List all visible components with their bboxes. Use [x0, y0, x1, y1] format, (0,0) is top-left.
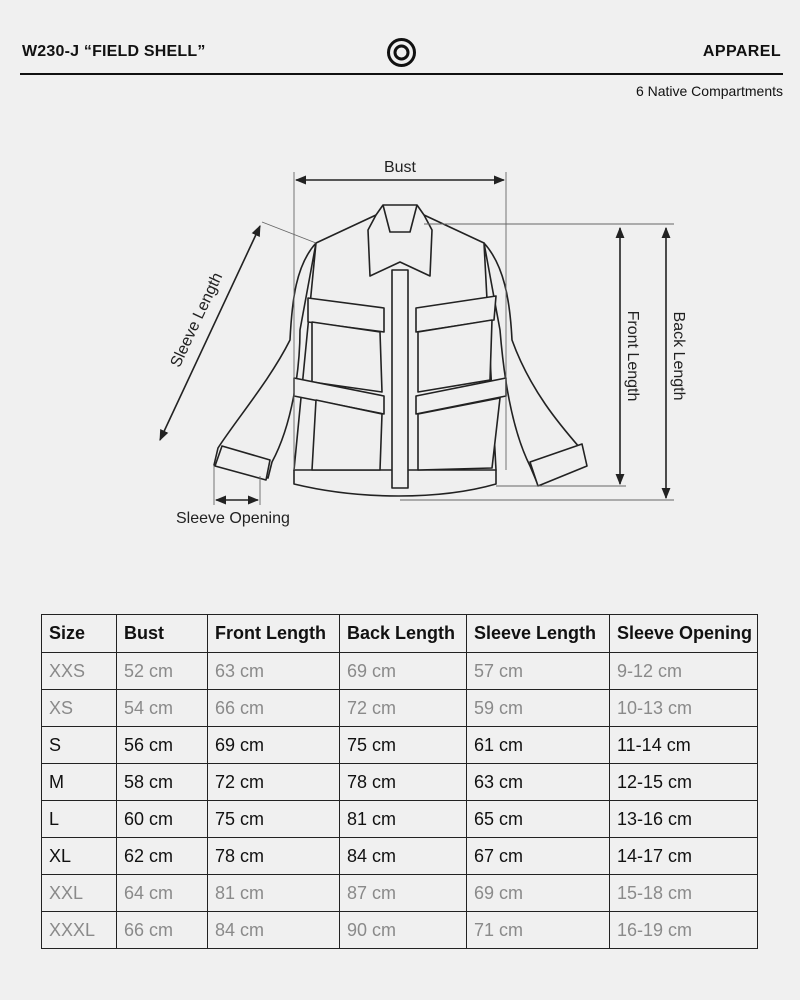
category-label: APPAREL [702, 43, 781, 60]
table-cell: 72 cm [340, 690, 467, 727]
table-cell: S [42, 727, 117, 764]
table-row [42, 764, 758, 801]
column-header: Sleeve Opening [610, 615, 758, 653]
table-cell: 9-12 cm [610, 653, 758, 690]
column-header: Front Length [208, 615, 340, 653]
table-row [42, 801, 758, 838]
table-row [42, 653, 758, 690]
table-cell: 56 cm [117, 727, 208, 764]
sleeve-length-label: Sleeve Length [167, 270, 227, 371]
back-length-label: Back Length [670, 311, 687, 401]
table-cell: 69 cm [340, 653, 467, 690]
sleeve-length-arrow [160, 226, 260, 440]
bust-label: Bust [383, 159, 417, 176]
table-row [42, 912, 758, 949]
column-header: Sleeve Length [467, 615, 610, 653]
table-cell: 63 cm [467, 764, 610, 801]
table-cell: 81 cm [340, 801, 467, 838]
table-cell: 15-18 cm [610, 875, 758, 912]
table-cell: 60 cm [117, 801, 208, 838]
sleeve-opening-label: Sleeve Opening [176, 510, 290, 527]
table-cell: 11-14 cm [610, 727, 758, 764]
table-cell: 57 cm [467, 653, 610, 690]
table-cell: 67 cm [467, 838, 610, 875]
table-cell: 52 cm [117, 653, 208, 690]
table-cell: 14-17 cm [610, 838, 758, 875]
column-header: Back Length [340, 615, 467, 653]
table-cell: M [42, 764, 117, 801]
table-cell: 62 cm [117, 838, 208, 875]
table-cell: 13-16 cm [610, 801, 758, 838]
table-cell: 78 cm [340, 764, 467, 801]
table-cell: 64 cm [117, 875, 208, 912]
size-chart-table [41, 614, 758, 949]
table-cell: 72 cm [208, 764, 340, 801]
table-cell: 63 cm [208, 653, 340, 690]
product-title: W230-J “FIELD SHELL” [22, 43, 206, 60]
table-cell: 16-19 cm [610, 912, 758, 949]
table-cell: XXL [42, 875, 117, 912]
front-length-label: Front Length [624, 310, 641, 402]
table-cell: 58 cm [117, 764, 208, 801]
table-cell: 75 cm [208, 801, 340, 838]
table-row [42, 875, 758, 912]
table-cell: 54 cm [117, 690, 208, 727]
table-cell: 84 cm [208, 912, 340, 949]
table-cell: 75 cm [340, 727, 467, 764]
table-cell: XXS [42, 653, 117, 690]
table-cell: 61 cm [467, 727, 610, 764]
column-header: Size [42, 615, 117, 653]
table-row [42, 838, 758, 875]
table-cell: 71 cm [467, 912, 610, 949]
table-cell: 69 cm [208, 727, 340, 764]
jacket-illustration [214, 205, 587, 496]
table-cell: 12-15 cm [610, 764, 758, 801]
table-cell: 78 cm [208, 838, 340, 875]
table-cell: 59 cm [467, 690, 610, 727]
subtitle: 6 Native Compartments [635, 83, 783, 99]
table-row [42, 727, 758, 764]
table-cell: 87 cm [340, 875, 467, 912]
table-cell: 66 cm [208, 690, 340, 727]
table-cell: 69 cm [467, 875, 610, 912]
table-header-row [42, 615, 758, 653]
table-cell: 81 cm [208, 875, 340, 912]
table-cell: 84 cm [340, 838, 467, 875]
table-cell: XL [42, 838, 117, 875]
column-header: Bust [117, 615, 208, 653]
table-cell: 90 cm [340, 912, 467, 949]
table-cell: L [42, 801, 117, 838]
table-body [42, 653, 758, 949]
table-cell: 66 cm [117, 912, 208, 949]
table-cell: XXXL [42, 912, 117, 949]
table-cell: 65 cm [467, 801, 610, 838]
table-cell: XS [42, 690, 117, 727]
table-row [42, 690, 758, 727]
table-cell: 10-13 cm [610, 690, 758, 727]
